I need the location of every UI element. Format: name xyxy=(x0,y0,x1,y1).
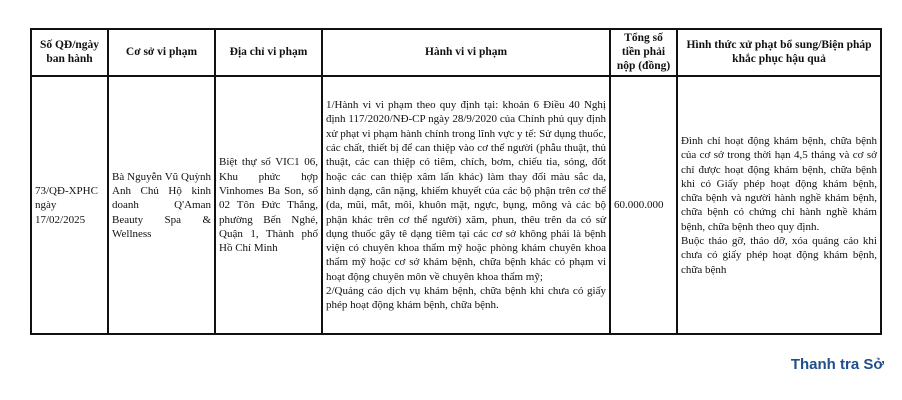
cell-violation xyxy=(322,76,610,334)
cell-decision: 73/QĐ-XPHC ngày 17/02/2025 xyxy=(31,76,108,334)
cell-address: Biệt thự số VIC1 06, Khu phức hợp Vinhomes Ba Son, số 02 Tôn Đức Thắng, phường Bến Nghé, Quận 1, Thành phố Hồ Chí Minh xyxy=(215,76,322,334)
remedy-item-2: Buộc tháo gỡ, tháo dỡ, xóa quảng cáo khi chưa có giấy phép hoạt động khám bệnh, chữa bệnh xyxy=(681,234,877,276)
header-remedy: Hình thức xử phạt bổ sung/Biện pháp khắc phục hậu quả xyxy=(677,29,881,76)
header-violation: Hành vi vi phạm xyxy=(322,29,610,76)
violations-table xyxy=(30,28,882,335)
header-fine: Tổng số tiền phải nộp (đồng) xyxy=(610,29,677,76)
table-header-row xyxy=(31,29,881,76)
cell-remedy xyxy=(677,76,881,334)
cell-fine: 60.000.000 xyxy=(610,76,677,334)
table-row xyxy=(31,76,881,334)
header-facility: Cơ sở vi phạm xyxy=(108,29,215,76)
violation-item-2: 2/Quảng cáo dịch vụ khám bệnh, chữa bệnh khi chưa có giấy phép hoạt động khám bệnh, chữa bệnh. xyxy=(326,285,606,312)
violation-item-1: 1/Hành vi vi phạm theo quy định tại: khoản 6 Điều 40 Nghị định 117/2020/NĐ-CP ngày 28/9/2020 của Chính phủ quy định xử phạt vi phạm hành chính trong lĩnh vực y tế: Sử dụng thuốc, các chất, thiết bị để can thiệp vào cơ thể người (phẫu thuật, thủ thuật, các can thiệp có tiêm, chích, bơm, chiếu tia, sóng, đốt hoặc các can thiệp xâm lấn khác) làm thay đổi màu sắc da, hình dạng, cân nặng, khiếm khuyết của các bộ phận trên cơ thể (da, mũi, mắt, môi, khuôn mặt, ngực, bụng, mông và các bộ phận khác trên cơ thể người) xăm, phun, thêu trên da có sử dụng thuốc gây tê dạng tiêm tại các cơ sở không phải là bệnh viện có chuyên khoa thẩm mỹ hoặc phòng khám chuyên khoa thẩm mỹ hoặc cơ sở khám bệnh, chữa bệnh khác có phạm vi hoạt động chuyên môn về chuyên khoa thẩm mỹ; xyxy=(326,99,606,283)
header-decision: Số QĐ/ngày ban hành xyxy=(31,29,108,76)
footer-brand: Thanh tra Sở xyxy=(790,356,884,373)
cell-facility: Bà Nguyễn Vũ Quỳnh Anh Chủ Hộ kinh doanh Q'Aman Beauty Spa & Wellness xyxy=(108,76,215,334)
header-address: Địa chỉ vi phạm xyxy=(215,29,322,76)
remedy-item-1: Đình chỉ hoạt động khám bệnh, chữa bệnh của cơ sở trong thời hạn 4,5 tháng và cơ sở chỉ được hoạt động khám bệnh, chữa bệnh khi có Giấy phép hoạt động khám bệnh, chữa bệnh và người hành nghề khám bệnh, chữa bệnh có chứng chỉ hành nghề khám bệnh, chữa bệnh theo quy định. xyxy=(681,134,877,233)
